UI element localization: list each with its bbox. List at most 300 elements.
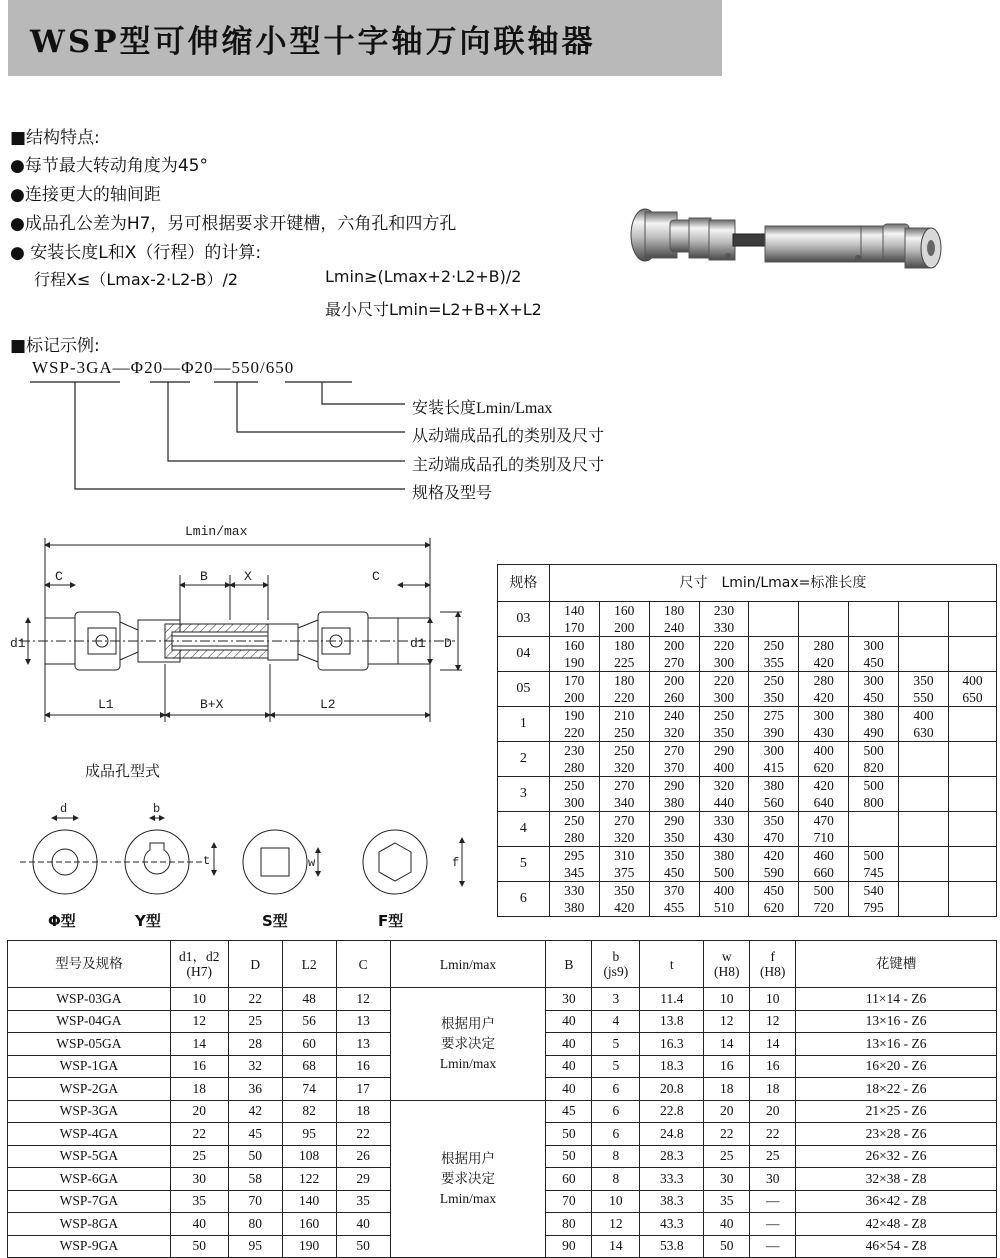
dims-lmax-cell: [899, 899, 949, 917]
hole-dim-d: d: [60, 802, 68, 816]
dims-row-lmax: [498, 724, 997, 742]
hole-dim-f: f: [452, 856, 460, 870]
dims-lmax-cell: [899, 794, 949, 812]
spec-cell-b: 40: [546, 1055, 592, 1078]
spec-cell-l2: 95: [282, 1123, 336, 1146]
dims-lmin-cell: 500: [849, 742, 899, 760]
spec-cell-l2: 48: [282, 988, 336, 1011]
spec-cell-w: 22: [704, 1123, 750, 1146]
dims-lmax-cell: 350: [699, 724, 749, 742]
dims-lmin-cell: 350: [749, 812, 799, 830]
spec-cell-w: 35: [704, 1190, 750, 1213]
lminmax-note-line: 根据用户: [440, 1015, 495, 1032]
dims-row-lmax: [498, 899, 997, 917]
dim-d1-left: d1: [10, 636, 26, 651]
spec-cell-b: 80: [546, 1213, 592, 1236]
lminmax-note: [390, 1100, 546, 1258]
spec-cell-c: 29: [336, 1168, 390, 1191]
spec-cell-d: 10: [170, 988, 228, 1011]
dim-l1: L1: [98, 697, 114, 712]
dims-spec: 6: [498, 882, 550, 917]
spec-cell-model: WSP-03GA: [8, 988, 171, 1011]
dims-row: [498, 742, 997, 760]
col-w: [704, 941, 750, 988]
spec-cell-d: 40: [170, 1213, 228, 1236]
dims-row-lmax: [498, 794, 997, 812]
dims-lmin-cell: 400: [799, 742, 849, 760]
col-d1d2: [170, 941, 228, 988]
spec-cell-c: 17: [336, 1078, 390, 1101]
spec-cell-d: 22: [170, 1123, 228, 1146]
dims-lmin-cell: 380: [749, 777, 799, 795]
spec-cell-b: 50: [546, 1123, 592, 1146]
col-f-tol: (H8): [759, 964, 786, 979]
dims-lmax-cell: 450: [849, 654, 899, 672]
dims-lmin-cell: [899, 812, 949, 830]
col-B: B: [546, 941, 592, 988]
features-heading: ■结构特点:: [10, 128, 100, 148]
col-b: [592, 941, 640, 988]
spec-cell-c: 35: [336, 1190, 390, 1213]
dims-lmin-cell: 350: [649, 847, 699, 865]
spec-cell-c: 40: [336, 1213, 390, 1236]
spec-cell-f: 10: [750, 988, 796, 1011]
dims-lmin-cell: [899, 882, 949, 900]
formula-stroke: [34, 267, 238, 290]
col-d1d2-tol: (H7): [186, 964, 213, 979]
dims-row: [498, 847, 997, 865]
spec-cell-l2: 108: [282, 1145, 336, 1168]
dims-lmin-cell: 270: [649, 742, 699, 760]
spec-cell-d: 32: [228, 1055, 282, 1078]
spec-cell-d: 35: [170, 1190, 228, 1213]
spec-cell-c: 13: [336, 1033, 390, 1056]
dims-lmin-cell: [899, 637, 949, 655]
dims-lmax-cell: 430: [799, 724, 849, 742]
dims-lmax-cell: [948, 619, 996, 637]
dims-lmax-cell: [948, 759, 996, 777]
spec-cell-d: 25: [170, 1145, 228, 1168]
dims-lmin-cell: 200: [649, 672, 699, 690]
dims-lmax-cell: 470: [749, 829, 799, 847]
length-table: [497, 564, 997, 917]
dims-lmax-cell: 440: [699, 794, 749, 812]
dims-lmin-cell: 180: [599, 672, 649, 690]
lminmax-note-line: Lmin/max: [439, 1055, 497, 1071]
dims-lmax-cell: [899, 759, 949, 777]
spec-cell-c: 50: [336, 1235, 390, 1258]
col-L2: L2: [282, 941, 336, 988]
col-w-tol: (H8): [713, 964, 740, 979]
dims-lmin-cell: 230: [699, 602, 749, 620]
hole-type-f: F型: [378, 912, 404, 930]
spec-cell-d: 30: [170, 1168, 228, 1191]
dims-lmax-cell: 550: [899, 689, 949, 707]
spec-cell-b: 8: [592, 1145, 640, 1168]
dims-lmin-cell: [899, 602, 949, 620]
dims-lmax-cell: 280: [549, 829, 599, 847]
dims-row-lmax: [498, 689, 997, 707]
formula-lmin: [325, 267, 521, 286]
label-drive-hole: 主动端成品孔的类别及尺寸: [412, 455, 605, 474]
dims-lmax-cell: 320: [599, 829, 649, 847]
dims-lmax-cell: 420: [599, 899, 649, 917]
dims-lmax-cell: 350: [649, 829, 699, 847]
dims-lmax-cell: 510: [699, 899, 749, 917]
dims-lmax-cell: 225: [599, 654, 649, 672]
spec-cell-l2: 160: [282, 1213, 336, 1236]
dims-lmin-cell: [948, 882, 996, 900]
spec-cell-w: 40: [704, 1213, 750, 1236]
dims-lmin-cell: 300: [849, 637, 899, 655]
dims-spec: 04: [498, 637, 550, 672]
spec-cell-model: WSP-05GA: [8, 1033, 171, 1056]
dims-lmax-cell: 795: [849, 899, 899, 917]
code-model: WSP-3GA: [32, 358, 113, 377]
dims-lmax-cell: [948, 864, 996, 882]
dims-lmin-cell: [849, 812, 899, 830]
dims-lmax-cell: 590: [749, 864, 799, 882]
dims-lmax-cell: [948, 829, 996, 847]
label-spec-model: 规格及型号: [412, 483, 493, 502]
dims-lmax-cell: 450: [649, 864, 699, 882]
dims-lmin-cell: 140: [549, 602, 599, 620]
dims-lmax-cell: 415: [749, 759, 799, 777]
dims-lmin-cell: [899, 847, 949, 865]
dims-spec: 2: [498, 742, 550, 777]
dims-spec: 5: [498, 847, 550, 882]
dims-lmin-cell: 280: [799, 637, 849, 655]
lminmax-note: [390, 988, 546, 1101]
dims-lmax-cell: 350: [749, 689, 799, 707]
dims-lmin-cell: 320: [699, 777, 749, 795]
spec-cell-l2: 82: [282, 1100, 336, 1123]
spec-cell-f: —: [750, 1235, 796, 1258]
spec-cell-spline: 16×20 - Z6: [796, 1055, 997, 1078]
hole-dim-b: b: [153, 802, 161, 816]
dims-lmax-cell: 400: [699, 759, 749, 777]
spec-cell-f: 22: [750, 1123, 796, 1146]
spec-cell-l2: 68: [282, 1055, 336, 1078]
dims-lmin-cell: 170: [549, 672, 599, 690]
dims-lmax-cell: [799, 619, 849, 637]
dims-lmax-cell: 820: [849, 759, 899, 777]
dims-lmin-cell: 370: [649, 882, 699, 900]
dims-lmax-cell: [849, 619, 899, 637]
dims-lmin-cell: [948, 777, 996, 795]
spec-cell-c: 16: [336, 1055, 390, 1078]
dims-lmax-cell: 190: [549, 654, 599, 672]
spec-cell-d: 22: [228, 988, 282, 1011]
spec-cell-b: 14: [592, 1235, 640, 1258]
dims-lmin-cell: 540: [849, 882, 899, 900]
spec-cell-l2: 56: [282, 1010, 336, 1033]
dims-lmin-cell: [948, 707, 996, 725]
dims-lmax-cell: 660: [799, 864, 849, 882]
spec-cell-d: 58: [228, 1168, 282, 1191]
dims-lmax-cell: 220: [599, 689, 649, 707]
dims-lmin-cell: [948, 602, 996, 620]
dims-lmax-cell: 420: [799, 689, 849, 707]
spec-row: [8, 988, 997, 1011]
spec-cell-l2: 60: [282, 1033, 336, 1056]
dims-lmin-cell: 290: [699, 742, 749, 760]
hole-types-caption: 成品孔型式: [85, 762, 161, 780]
col-lminmax: Lmin/max: [390, 941, 546, 988]
col-d1d2-label: d1，d2: [179, 949, 220, 964]
spec-cell-b: 5: [592, 1033, 640, 1056]
spec-cell-model: WSP-3GA: [8, 1100, 171, 1123]
spec-cell-w: 14: [704, 1033, 750, 1056]
spec-table: [7, 940, 997, 1258]
dims-lmin-cell: [948, 812, 996, 830]
dim-l2: L2: [320, 697, 336, 712]
dims-lmin-cell: 220: [699, 672, 749, 690]
dims-lmin-cell: 250: [599, 742, 649, 760]
dim-b: B: [200, 569, 208, 584]
spec-cell-t: 53.8: [640, 1235, 704, 1258]
lminmax-note-line: 根据用户: [440, 1150, 495, 1167]
spec-cell-b: 8: [592, 1168, 640, 1191]
spec-cell-d: 50: [170, 1235, 228, 1258]
title-bar: [8, 0, 722, 76]
spec-cell-spline: 11×14 - Z6: [796, 988, 997, 1011]
dims-lmin-cell: [849, 602, 899, 620]
spec-cell-spline: 42×48 - Z8: [796, 1213, 997, 1236]
dims-lmin-cell: 160: [599, 602, 649, 620]
dims-row: [498, 707, 997, 725]
spec-cell-d: 95: [228, 1235, 282, 1258]
dims-lmax-cell: 560: [749, 794, 799, 812]
dims-lmin-cell: 470: [799, 812, 849, 830]
dims-lmin-cell: [799, 602, 849, 620]
spec-cell-model: WSP-6GA: [8, 1168, 171, 1191]
dims-lmax-cell: 380: [549, 899, 599, 917]
spec-cell-t: 38.3: [640, 1190, 704, 1213]
dims-lmax-cell: 450: [849, 689, 899, 707]
dims-lmin-cell: 400: [899, 707, 949, 725]
dims-lmin-cell: 270: [599, 812, 649, 830]
dims-lmax-cell: 260: [649, 689, 699, 707]
spec-cell-f: 16: [750, 1055, 796, 1078]
spec-cell-b: 45: [546, 1100, 592, 1123]
spec-cell-l2: 122: [282, 1168, 336, 1191]
spec-cell-b: 5: [592, 1055, 640, 1078]
dims-lmin-cell: 240: [649, 707, 699, 725]
dims-lmin-cell: 420: [799, 777, 849, 795]
dims-lmax-cell: 375: [599, 864, 649, 882]
spec-cell-w: 50: [704, 1235, 750, 1258]
spec-cell-spline: 13×16 - Z6: [796, 1010, 997, 1033]
dims-lmin-cell: 190: [549, 707, 599, 725]
dims-lmax-cell: 380: [649, 794, 699, 812]
dims-lmin-cell: 295: [549, 847, 599, 865]
spec-cell-w: 12: [704, 1010, 750, 1033]
dims-lmin-cell: 250: [699, 707, 749, 725]
spec-cell-b: 60: [546, 1168, 592, 1191]
dims-lmin-cell: [899, 777, 949, 795]
dims-lmin-cell: [749, 602, 799, 620]
dims-lmax-cell: 240: [649, 619, 699, 637]
feature-item: ●连接更大的轴间距: [10, 185, 161, 205]
spec-cell-b: 40: [546, 1078, 592, 1101]
technical-drawing: [0, 510, 495, 930]
dim-x: X: [244, 569, 252, 584]
code-length: 550/650: [231, 358, 295, 377]
spec-cell-t: 11.4: [640, 988, 704, 1011]
dims-row-lmax: [498, 654, 997, 672]
spec-cell-c: 26: [336, 1145, 390, 1168]
code-driven-hole: Φ20: [181, 358, 214, 377]
dims-lmax-cell: 420: [799, 654, 849, 672]
dims-spec: 3: [498, 777, 550, 812]
spec-cell-f: —: [750, 1213, 796, 1236]
spec-cell-spline: 18×22 - Z6: [796, 1078, 997, 1101]
dims-lmin-cell: 460: [799, 847, 849, 865]
spec-cell-t: 20.8: [640, 1078, 704, 1101]
spec-cell-d: 25: [228, 1010, 282, 1033]
dim-c-right: C: [372, 569, 380, 584]
dims-lmax-cell: 345: [549, 864, 599, 882]
spec-cell-t: 16.3: [640, 1033, 704, 1056]
spec-cell-f: 14: [750, 1033, 796, 1056]
dims-header-spec: 规格: [498, 565, 550, 602]
dims-lmax-cell: 720: [799, 899, 849, 917]
dims-lmax-cell: 340: [599, 794, 649, 812]
dims-lmin-cell: 380: [849, 707, 899, 725]
dims-lmax-cell: 200: [599, 619, 649, 637]
spec-cell-b: 10: [592, 1190, 640, 1213]
dims-lmin-cell: 270: [599, 777, 649, 795]
hole-type-phi: Φ型: [48, 912, 76, 930]
spec-cell-c: 18: [336, 1100, 390, 1123]
spec-cell-spline: 21×25 - Z6: [796, 1100, 997, 1123]
dims-lmin-cell: 290: [649, 812, 699, 830]
spec-cell-b: 6: [592, 1078, 640, 1101]
dims-lmin-cell: 500: [849, 777, 899, 795]
spec-cell-l2: 74: [282, 1078, 336, 1101]
spec-cell-w: 18: [704, 1078, 750, 1101]
spec-cell-model: WSP-04GA: [8, 1010, 171, 1033]
dims-row-lmax: [498, 619, 997, 637]
spec-cell-t: 33.3: [640, 1168, 704, 1191]
example-heading: ■标记示例:: [10, 336, 100, 356]
dims-lmin-cell: [948, 742, 996, 760]
dims-row: [498, 602, 997, 620]
dims-lmax-cell: 745: [849, 864, 899, 882]
dims-lmax-cell: 320: [649, 724, 699, 742]
spec-cell-d: 12: [170, 1010, 228, 1033]
dims-lmax-cell: 300: [549, 794, 599, 812]
dims-lmin-cell: 210: [599, 707, 649, 725]
dims-row: [498, 672, 997, 690]
dims-lmin-cell: 290: [649, 777, 699, 795]
dims-lmax-cell: 355: [749, 654, 799, 672]
spec-cell-f: —: [750, 1190, 796, 1213]
hole-dim-t: t: [203, 854, 211, 868]
formula-stroke-text: 行程X≤（Lmax-2·L2-B）/2: [34, 270, 239, 289]
dims-lmax-cell: 430: [699, 829, 749, 847]
spec-cell-t: 13.8: [640, 1010, 704, 1033]
code-drive-hole: Φ20: [130, 358, 164, 377]
dims-row-lmax: [498, 759, 997, 777]
dims-lmax-cell: [849, 829, 899, 847]
spec-cell-d: 36: [228, 1078, 282, 1101]
dims-lmin-cell: 400: [699, 882, 749, 900]
spec-cell-w: 16: [704, 1055, 750, 1078]
spec-cell-w: 10: [704, 988, 750, 1011]
dims-lmin-cell: 160: [549, 637, 599, 655]
page-title: WSP型可伸缩小型十字轴万向联轴器: [30, 24, 596, 60]
dims-lmin-cell: 250: [749, 637, 799, 655]
dims-spec: 4: [498, 812, 550, 847]
dims-lmin-cell: 350: [599, 882, 649, 900]
spec-cell-f: 12: [750, 1010, 796, 1033]
label-driven-hole: 从动端成品孔的类别及尺寸: [412, 426, 605, 445]
dims-lmin-cell: 300: [749, 742, 799, 760]
col-D: D: [228, 941, 282, 988]
dims-lmax-cell: 640: [799, 794, 849, 812]
dims-lmin-cell: 350: [899, 672, 949, 690]
dims-lmax-cell: 280: [549, 759, 599, 777]
col-b-label: b: [612, 949, 620, 964]
dims-lmax-cell: 370: [649, 759, 699, 777]
spec-cell-t: 22.8: [640, 1100, 704, 1123]
dims-row-lmax: [498, 864, 997, 882]
dims-lmin-cell: 250: [749, 672, 799, 690]
spec-cell-spline: 46×54 - Z8: [796, 1235, 997, 1258]
spec-cell-b: 50: [546, 1145, 592, 1168]
dims-lmax-cell: 500: [699, 864, 749, 882]
dims-lmin-cell: 450: [749, 882, 799, 900]
dims-lmax-cell: 620: [749, 899, 799, 917]
spec-cell-t: 18.3: [640, 1055, 704, 1078]
spec-cell-b: 3: [592, 988, 640, 1011]
dim-d1-right: d1: [410, 636, 426, 651]
dims-lmax-cell: [948, 724, 996, 742]
feature-item: ●每节最大转动角度为45°: [10, 156, 208, 176]
dim-c-left: C: [55, 569, 63, 584]
dims-row: [498, 812, 997, 830]
code-dash: —: [213, 358, 232, 377]
spec-cell-l2: 190: [282, 1235, 336, 1258]
dims-lmin-cell: 420: [749, 847, 799, 865]
dims-lmin-cell: 250: [549, 812, 599, 830]
spec-cell-f: 18: [750, 1078, 796, 1101]
col-t: t: [640, 941, 704, 988]
dims-lmax-cell: [948, 794, 996, 812]
label-install-length-text: 安装长度Lmin/Lmax: [412, 400, 553, 417]
dims-lmax-cell: [899, 654, 949, 672]
spec-cell-d: 80: [228, 1213, 282, 1236]
spec-cell-d: 18: [170, 1078, 228, 1101]
spec-cell-l2: 140: [282, 1190, 336, 1213]
dims-lmin-cell: 300: [799, 707, 849, 725]
coupling-photo: [625, 190, 945, 290]
feature-item: ● 安装长度L和X（行程）的计算:: [10, 243, 262, 263]
dims-row: [498, 882, 997, 900]
dims-lmax-cell: 300: [699, 654, 749, 672]
dims-lmin-cell: 180: [649, 602, 699, 620]
spec-cell-spline: 36×42 - Z8: [796, 1190, 997, 1213]
col-model: 型号及规格: [8, 941, 171, 988]
code-dash: —: [112, 358, 131, 377]
spec-cell-t: 24.8: [640, 1123, 704, 1146]
lminmax-note-line: Lmin/max: [439, 1190, 497, 1206]
dims-lmin-cell: 330: [699, 812, 749, 830]
dim-d: D: [444, 636, 452, 651]
col-f-label: f: [770, 949, 775, 964]
